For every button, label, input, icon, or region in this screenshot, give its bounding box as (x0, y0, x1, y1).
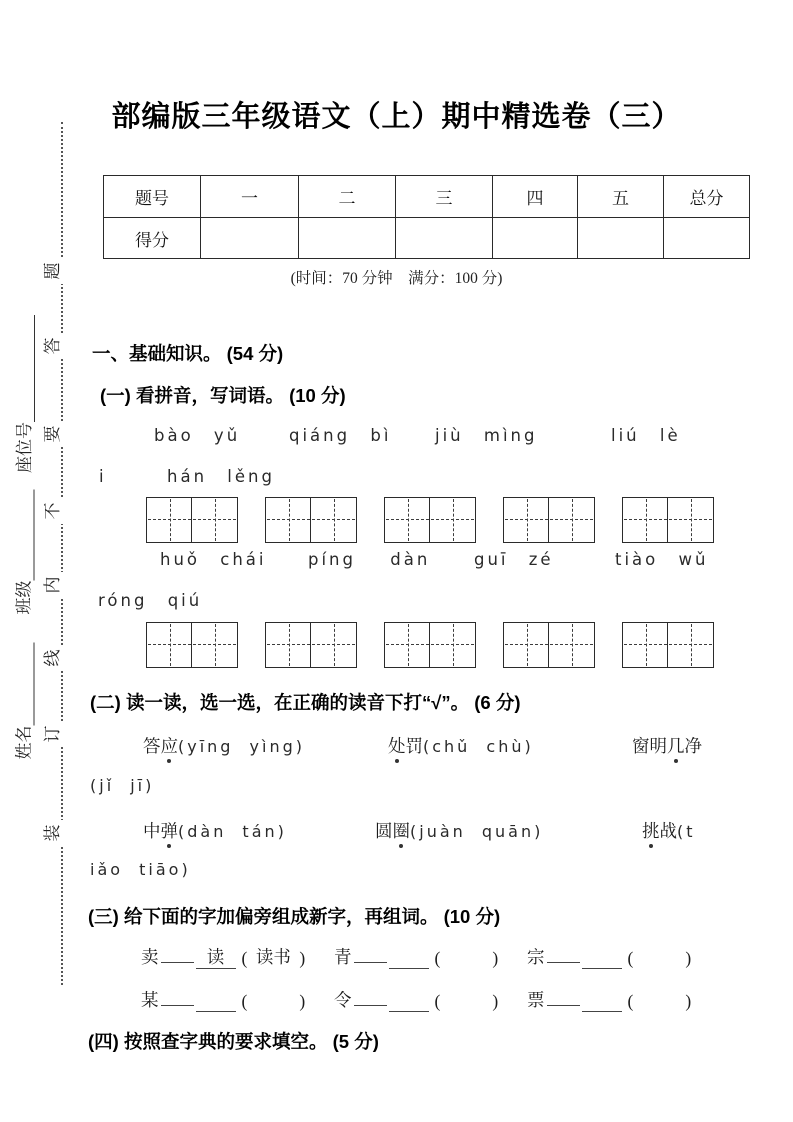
score-header-cell: 四 (493, 176, 578, 218)
grid-dashed-line (386, 644, 474, 645)
writing-grid-box (146, 497, 238, 543)
score-table-header-row (104, 176, 750, 218)
score-header-cell: 五 (578, 176, 664, 218)
writing-grid-row (146, 497, 714, 543)
emphasized-char: 圈 (393, 818, 411, 843)
section2-heading: (二) 读一读，选一选，在正确的读音下打“√”。 (6 分) (90, 692, 521, 713)
emphasized-char: 弹 (161, 818, 179, 843)
grid-divider-line (667, 623, 668, 667)
writing-grid-box (503, 497, 595, 543)
score-cell (201, 218, 299, 259)
seal-char: 答 (40, 333, 66, 359)
dash-line (161, 951, 194, 963)
grid-dashed-line (267, 519, 355, 520)
grid-divider-line (667, 498, 668, 542)
grid-dashed-line (624, 519, 712, 520)
dash-line (547, 994, 580, 1006)
pinyin-word: huǒ chái (160, 550, 267, 569)
paren-close: ) (685, 991, 692, 1011)
grid-dashed-line (408, 499, 409, 541)
base-char: 卖 (141, 947, 159, 967)
emphasized-char: 应 (161, 733, 179, 758)
seat-number-text: 座位号 (15, 422, 34, 473)
pinyin-options: (t (677, 822, 696, 841)
grid-dashed-line (170, 499, 171, 541)
base-char: 青 (334, 947, 352, 967)
paren-close: ) (299, 991, 306, 1011)
dash-line (354, 994, 387, 1006)
pronunciation-item (143, 818, 287, 843)
grid-dashed-line (505, 519, 593, 520)
radical-item (141, 987, 305, 1012)
pinyin-line-3 (0, 550, 793, 574)
score-header-cell: 三 (396, 176, 493, 218)
paren-open: ( (434, 948, 441, 968)
writing-grid-box (622, 497, 714, 543)
pinyin-word: jiù mìng (435, 426, 538, 445)
paren-close: ) (685, 948, 692, 968)
grid-dashed-line (267, 644, 355, 645)
pinyin-word: róng qiú (98, 591, 203, 610)
writing-grid-box (503, 622, 595, 668)
word-part: 答 (143, 736, 161, 756)
pronunciation-row-2 (0, 776, 793, 802)
score-header-cell: 二 (299, 176, 396, 218)
score-table-value-row (104, 218, 750, 259)
writing-grid-box (265, 622, 357, 668)
word-part: 圆 (375, 821, 393, 841)
emphasized-char: 挑 (642, 818, 660, 843)
grid-dashed-line (215, 624, 216, 666)
score-row-label: 得分 (104, 218, 201, 259)
pinyin-options-wrapped: iǎo tiāo) (90, 860, 191, 879)
answer-blank (582, 1011, 622, 1012)
seal-char: 题 (40, 258, 66, 284)
student-name-blank (16, 643, 35, 726)
score-header-cell: 题号 (104, 176, 201, 218)
radical-item (334, 987, 498, 1012)
dash-line (354, 951, 387, 963)
writing-grid-box (384, 497, 476, 543)
paren-open: ( (241, 948, 248, 968)
pinyin-word: guī zé (474, 550, 554, 569)
pinyin-options: (juàn quān) (410, 822, 544, 841)
word-part: 中 (143, 821, 161, 841)
grid-divider-line (191, 498, 192, 542)
pronunciation-item (632, 733, 702, 758)
seat-number-blank (16, 315, 35, 422)
paren-close: ) (299, 948, 306, 968)
paren-close: ) (492, 991, 499, 1011)
score-header-cell: 一 (201, 176, 299, 218)
section1-sub-heading: (一) 看拼音，写词语。 (10 分) (100, 385, 346, 406)
radical-item (527, 944, 691, 969)
word-part: 罚 (405, 736, 423, 756)
page-title: 部编版三年级语文（上）期中精选卷（三） (111, 101, 682, 133)
pinyin-word: qiáng bì (289, 426, 392, 445)
pinyin-options: (chǔ chù) (423, 737, 534, 756)
seal-char: 不 (40, 498, 66, 524)
seal-char: 内 (40, 572, 66, 598)
paren-open: ( (241, 991, 248, 1011)
pinyin-line-4 (0, 591, 793, 615)
seal-char: 线 (40, 645, 66, 671)
grid-divider-line (310, 623, 311, 667)
score-header-cell: 总分 (664, 176, 750, 218)
paren-open: ( (434, 991, 441, 1011)
grid-dashed-line (527, 499, 528, 541)
paren-close: ) (492, 948, 499, 968)
grid-dashed-line (148, 644, 236, 645)
pronunciation-row-4 (0, 860, 793, 886)
answer-blank (196, 1011, 236, 1012)
pinyin-line-1 (0, 426, 793, 450)
grid-dashed-line (408, 624, 409, 666)
grid-divider-line (429, 623, 430, 667)
grid-dashed-line (289, 624, 290, 666)
answer-blank (389, 1011, 429, 1012)
pronunciation-item (143, 733, 305, 758)
grid-divider-line (429, 498, 430, 542)
answer-blank (389, 968, 429, 969)
paren-open: ( (627, 948, 634, 968)
writing-grid-box (146, 622, 238, 668)
answer-blank: 读 (196, 946, 236, 969)
grid-dashed-line (453, 624, 454, 666)
grid-dashed-line (170, 624, 171, 666)
pinyin-word: píng dàn (308, 550, 431, 569)
grid-dashed-line (453, 499, 454, 541)
score-table (103, 175, 750, 259)
answer-blank (582, 968, 622, 969)
grid-dashed-line (505, 644, 593, 645)
class-text: 班级 (14, 580, 34, 615)
grid-dashed-line (624, 644, 712, 645)
pinyin-options: (yīng yìng) (178, 737, 305, 756)
pronunciation-item (642, 818, 696, 843)
grid-dashed-line (334, 499, 335, 541)
pinyin-word: i (99, 467, 107, 486)
base-char: 令 (334, 990, 352, 1010)
score-cell (396, 218, 493, 259)
emphasized-char: 几 (667, 733, 685, 758)
grid-dashed-line (527, 624, 528, 666)
dash-line (547, 951, 580, 963)
pronunciation-row-3 (0, 818, 793, 844)
base-char: 票 (527, 990, 545, 1010)
word-part: 窗明 (632, 736, 667, 756)
grid-dashed-line (691, 624, 692, 666)
pinyin-options: (dàn tán) (178, 822, 287, 841)
time-and-score-note: (时间：70 分钟 满分：100 分) (290, 270, 503, 287)
grid-divider-line (548, 498, 549, 542)
base-char: 宗 (527, 947, 545, 967)
grid-divider-line (191, 623, 192, 667)
seal-char: 装 (40, 820, 66, 846)
seal-char: 订 (40, 721, 66, 747)
grid-dashed-line (572, 499, 573, 541)
grid-dashed-line (646, 499, 647, 541)
seal-char: 要 (40, 421, 66, 447)
pinyin-word: tiào wǔ (615, 550, 709, 569)
radical-item (334, 944, 498, 969)
grid-divider-line (548, 623, 549, 667)
score-cell (664, 218, 750, 259)
score-cell (578, 218, 664, 259)
grid-dashed-line (572, 624, 573, 666)
grid-dashed-line (148, 519, 236, 520)
word-part: 净 (684, 736, 702, 756)
pinyin-line-2 (0, 467, 793, 491)
writing-grid-box (384, 622, 476, 668)
pinyin-word: hán lěng (167, 467, 275, 486)
grid-dashed-line (289, 499, 290, 541)
pronunciation-item (375, 818, 543, 843)
grid-dashed-line (691, 499, 692, 541)
radical-row-2 (0, 987, 793, 1015)
pinyin-options-wrapped: (jǐ jī) (90, 776, 155, 795)
radical-item (141, 944, 305, 969)
grid-divider-line (310, 498, 311, 542)
radical-row-1 (0, 944, 793, 972)
pronunciation-item (388, 733, 534, 758)
section4-heading: (四) 按照查字典的要求填空。 (5 分) (88, 1031, 379, 1052)
student-name-text: 姓名 (14, 725, 34, 760)
writing-grid-box (265, 497, 357, 543)
paren-open: ( (627, 991, 634, 1011)
writing-grid-box (622, 622, 714, 668)
dash-line (161, 994, 194, 1006)
section1-heading: 一、基础知识。 (54 分) (92, 343, 284, 364)
section3-heading: (三) 给下面的字加偏旁组成新字，再组词。 (10 分) (88, 906, 501, 927)
emphasized-char: 处 (388, 733, 406, 758)
pronunciation-row-1 (0, 733, 793, 759)
pinyin-word: liú lè (611, 426, 681, 445)
grid-dashed-line (646, 624, 647, 666)
base-char: 某 (141, 990, 159, 1010)
score-cell (493, 218, 578, 259)
grid-dashed-line (334, 624, 335, 666)
radical-item (527, 987, 691, 1012)
score-cell (299, 218, 396, 259)
grid-dashed-line (215, 499, 216, 541)
word-blank: 读书 (255, 947, 291, 967)
grid-dashed-line (386, 519, 474, 520)
word-part: 战 (659, 821, 677, 841)
writing-grid-row (146, 622, 714, 668)
pinyin-word: bào yǔ (154, 426, 241, 445)
